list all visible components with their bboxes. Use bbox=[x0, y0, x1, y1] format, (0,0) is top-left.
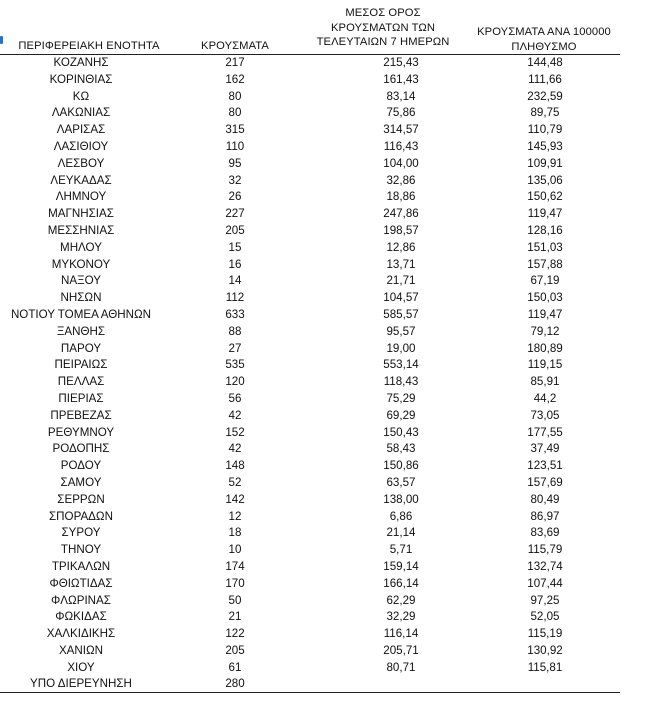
cell-cases-per-100k: 115,81 bbox=[527, 660, 563, 674]
table-row bbox=[0, 425, 620, 442]
cell-avg-7-days: 58,43 bbox=[386, 442, 416, 456]
table-body bbox=[0, 55, 620, 693]
header-region: ΠΕΡΙΦΕΡΕΙΑΚΗ ΕΝΟΤΗΤΑ bbox=[18, 40, 160, 52]
cell-cases-per-100k: 37,49 bbox=[530, 442, 560, 456]
cell-cases: 142 bbox=[225, 492, 245, 506]
cell-avg-7-days: 314,57 bbox=[383, 123, 419, 137]
header-avg-line: ΜΕΣΟΣ ΟΡΟΣ bbox=[345, 7, 421, 19]
cell-region: ΧΙΟΥ bbox=[67, 660, 95, 674]
cell-cases: 42 bbox=[228, 408, 242, 422]
cell-region: ΧΑΛΚΙΔΙΚΗΣ bbox=[46, 627, 116, 641]
cell-region: ΛΕΣΒΟΥ bbox=[57, 156, 105, 170]
table-row bbox=[0, 257, 620, 274]
cell-cases: 14 bbox=[228, 274, 242, 288]
table-bottom-divider bbox=[0, 692, 620, 693]
cell-avg-7-days: 159,14 bbox=[383, 559, 419, 573]
cell-avg-7-days bbox=[330, 676, 472, 693]
cell-avg-7-days: 32,86 bbox=[386, 173, 416, 187]
cell-cases-per-100k: 110,79 bbox=[527, 123, 563, 137]
cell-cases-per-100k: 145,93 bbox=[527, 139, 563, 153]
cell-avg-7-days: 104,57 bbox=[383, 291, 419, 305]
cell-avg-7-days: 18,86 bbox=[386, 190, 416, 204]
cell-region: ΠΕΛΛΑΣ bbox=[57, 375, 105, 389]
cell-cases: 56 bbox=[228, 391, 242, 405]
cell-cases-per-100k: 80,49 bbox=[530, 492, 560, 506]
cell-region: ΡΕΘΥΜΝΟΥ bbox=[47, 425, 115, 439]
cell-cases-per-100k: 83,69 bbox=[530, 526, 560, 540]
cell-cases: 80 bbox=[228, 89, 242, 103]
cell-cases-per-100k: 130,92 bbox=[527, 643, 563, 657]
header-cases: ΚΡΟΥΣΜΑΤΑ bbox=[201, 40, 269, 52]
cell-avg-7-days: 13,71 bbox=[386, 257, 416, 271]
cell-cases: 32 bbox=[228, 173, 242, 187]
table-row bbox=[0, 290, 620, 307]
cell-cases-per-100k: 115,19 bbox=[527, 627, 563, 641]
cell-cases: 174 bbox=[225, 559, 245, 573]
cell-avg-7-days: 75,29 bbox=[386, 391, 416, 405]
cell-cases: 110 bbox=[225, 139, 245, 153]
cell-region: ΜΥΚΟΝΟΥ bbox=[51, 257, 111, 271]
cell-region: ΚΟΡΙΝΘΙΑΣ bbox=[49, 72, 113, 86]
cell-cases: 280 bbox=[225, 677, 245, 691]
cell-cases-per-100k: 73,05 bbox=[530, 408, 560, 422]
table-row bbox=[0, 408, 620, 425]
table-row bbox=[0, 89, 620, 106]
table-header bbox=[0, 6, 620, 54]
cell-avg-7-days: 5,71 bbox=[389, 543, 413, 557]
cell-cases: 88 bbox=[228, 324, 242, 338]
table-row bbox=[0, 206, 620, 223]
table-row bbox=[0, 525, 620, 542]
header-avg-7-days bbox=[312, 6, 454, 50]
table-row bbox=[0, 542, 620, 559]
cell-avg-7-days: 104,00 bbox=[383, 156, 419, 170]
cell-cases-per-100k: 115,79 bbox=[527, 543, 563, 557]
table-row bbox=[0, 105, 620, 122]
cell-cases-per-100k: 79,12 bbox=[530, 324, 560, 338]
table-row bbox=[0, 223, 620, 240]
cell-cases: 112 bbox=[225, 291, 245, 305]
cell-avg-7-days: 62,29 bbox=[386, 593, 416, 607]
cell-cases-per-100k: 151,03 bbox=[527, 240, 563, 254]
cell-cases-per-100k bbox=[474, 676, 616, 693]
cell-region: ΝΑΞΟΥ bbox=[60, 274, 102, 288]
cell-cases-per-100k: 150,62 bbox=[527, 190, 563, 204]
cell-avg-7-days: 247,86 bbox=[383, 207, 419, 221]
cell-avg-7-days: 205,71 bbox=[383, 643, 419, 657]
cell-avg-7-days: 150,86 bbox=[383, 459, 419, 473]
cell-region: ΤΗΝΟΥ bbox=[60, 543, 102, 557]
cell-avg-7-days: 75,86 bbox=[386, 106, 416, 120]
cell-cases-per-100k: 232,59 bbox=[527, 89, 563, 103]
cell-region: ΣΥΡΟΥ bbox=[61, 526, 101, 540]
table-row bbox=[0, 357, 620, 374]
cell-cases-per-100k: 85,91 bbox=[530, 375, 560, 389]
cell-region: ΠΑΡΟΥ bbox=[60, 341, 102, 355]
cell-region: ΧΑΝΙΩΝ bbox=[58, 643, 104, 657]
cell-cases-per-100k: 132,74 bbox=[527, 559, 563, 573]
cell-cases-per-100k: 89,75 bbox=[530, 106, 560, 120]
cell-avg-7-days: 215,43 bbox=[383, 56, 419, 69]
cell-avg-7-days: 19,00 bbox=[386, 341, 416, 355]
cell-region: ΛΗΜΝΟΥ bbox=[55, 190, 107, 204]
cell-cases: 61 bbox=[228, 660, 242, 674]
table-row bbox=[0, 643, 620, 660]
cell-region: ΤΡΙΚΑΛΩΝ bbox=[51, 559, 111, 573]
table-row bbox=[0, 156, 620, 173]
cell-cases: 52 bbox=[228, 475, 242, 489]
cell-avg-7-days: 150,43 bbox=[383, 425, 419, 439]
table-row bbox=[0, 626, 620, 643]
table-row bbox=[0, 72, 620, 89]
header-per100k-line: ΠΛΗΘΥΣΜΟ bbox=[511, 40, 577, 53]
table-row bbox=[0, 55, 620, 72]
cell-cases: 12 bbox=[228, 509, 242, 523]
cell-avg-7-days: 198,57 bbox=[383, 223, 419, 237]
cell-region: ΦΛΩΡΙΝΑΣ bbox=[51, 593, 111, 607]
cell-region: ΦΩΚΙΔΑΣ bbox=[55, 610, 107, 624]
header-cases-per-100k bbox=[456, 25, 632, 54]
cell-avg-7-days: 166,14 bbox=[383, 576, 419, 590]
cell-region: ΛΕΥΚΑΔΑΣ bbox=[50, 173, 112, 187]
cell-cases-per-100k: 52,05 bbox=[530, 610, 560, 624]
cell-avg-7-days: 95,57 bbox=[386, 324, 416, 338]
cell-region: ΣΕΡΡΩΝ bbox=[57, 492, 105, 506]
cell-cases-per-100k: 150,03 bbox=[527, 291, 563, 305]
cell-cases-per-100k: 180,89 bbox=[527, 341, 563, 355]
cell-cases: 170 bbox=[225, 576, 245, 590]
cell-avg-7-days: 12,86 bbox=[386, 240, 416, 254]
cell-cases: 227 bbox=[225, 207, 245, 221]
cell-avg-7-days: 116,43 bbox=[383, 139, 419, 153]
cell-cases: 15 bbox=[228, 240, 242, 254]
table-row bbox=[0, 240, 620, 257]
table-row bbox=[0, 458, 620, 475]
cell-avg-7-days: 32,29 bbox=[386, 610, 416, 624]
cell-region: ΜΕΣΣΗΝΙΑΣ bbox=[47, 223, 115, 237]
cell-cases: 120 bbox=[225, 375, 245, 389]
cell-cases-per-100k: 119,47 bbox=[527, 207, 563, 221]
cell-cases: 42 bbox=[228, 442, 242, 456]
cell-avg-7-days: 161,43 bbox=[383, 72, 419, 86]
cell-cases-per-100k: 119,47 bbox=[527, 307, 563, 321]
cell-cases: 80 bbox=[228, 106, 242, 120]
cell-cases: 205 bbox=[225, 643, 245, 657]
cell-cases-per-100k: 177,55 bbox=[527, 425, 563, 439]
cell-cases-per-100k: 44,2 bbox=[533, 391, 557, 405]
cell-cases-per-100k: 109,91 bbox=[527, 156, 563, 170]
cell-cases: 315 bbox=[225, 123, 245, 137]
cell-cases-per-100k: 157,88 bbox=[527, 257, 563, 271]
table-row bbox=[0, 341, 620, 358]
cell-avg-7-days: 83,14 bbox=[386, 89, 416, 103]
table-row bbox=[0, 475, 620, 492]
header-per100k-line: ΚΡΟΥΣΜΑΤΑ ΑΝΑ 100000 bbox=[477, 26, 611, 38]
table-row bbox=[0, 676, 620, 693]
cell-cases: 18 bbox=[228, 526, 242, 540]
cell-region: ΛΑΚΩΝΙΑΣ bbox=[51, 106, 111, 120]
cell-region: ΜΑΓΝΗΣΙΑΣ bbox=[48, 207, 114, 221]
cell-avg-7-days: 21,14 bbox=[386, 526, 416, 540]
table-row bbox=[0, 441, 620, 458]
cell-region: ΡΟΔΟΠΗΣ bbox=[52, 442, 110, 456]
cell-region: ΚΟΖΑΝΗΣ bbox=[53, 56, 109, 69]
cell-cases: 21 bbox=[228, 610, 242, 624]
cell-cases: 217 bbox=[225, 56, 245, 69]
cell-cases-per-100k: 135,06 bbox=[527, 173, 563, 187]
cell-cases-per-100k: 128,16 bbox=[527, 223, 563, 237]
cell-region: ΠΕΙΡΑΙΩΣ bbox=[54, 358, 108, 372]
cell-cases: 205 bbox=[225, 223, 245, 237]
cell-region: ΜΗΛΟΥ bbox=[60, 240, 102, 254]
cell-region: ΛΑΣΙΘΙΟΥ bbox=[53, 139, 109, 153]
cell-region: ΠΡΕΒΕΖΑΣ bbox=[50, 408, 112, 422]
table-row bbox=[0, 273, 620, 290]
cell-avg-7-days: 118,43 bbox=[383, 375, 419, 389]
cell-cases: 152 bbox=[225, 425, 245, 439]
cell-cases: 95 bbox=[228, 156, 242, 170]
cell-cases: 633 bbox=[225, 307, 245, 321]
cell-cases: 148 bbox=[225, 459, 245, 473]
cell-region: ΣΑΜΟΥ bbox=[60, 475, 102, 489]
table-row bbox=[0, 492, 620, 509]
cell-region: ΝΗΣΩΝ bbox=[60, 291, 102, 305]
table-row bbox=[0, 576, 620, 593]
cell-cases: 122 bbox=[225, 627, 245, 641]
header-avg-line: ΚΡΟΥΣΜΑΤΩΝ ΤΩΝ bbox=[330, 21, 436, 34]
cell-cases: 50 bbox=[228, 593, 242, 607]
cell-avg-7-days: 553,14 bbox=[383, 358, 419, 372]
cell-cases-per-100k: 119,15 bbox=[527, 358, 563, 372]
cell-region: ΥΠΟ ΔΙΕΡΕΥΝΗΣΗ bbox=[30, 677, 132, 691]
cell-cases: 535 bbox=[225, 358, 245, 372]
table-row bbox=[0, 660, 620, 677]
header-avg-line: ΤΕΛΕΥΤΑΙΩΝ 7 ΗΜΕΡΩΝ bbox=[316, 36, 450, 49]
cell-region: ΣΠΟΡΑΔΩΝ bbox=[49, 509, 113, 523]
cell-region: ΡΟΔΟΥ bbox=[60, 459, 102, 473]
cell-cases: 16 bbox=[228, 257, 242, 271]
table-row bbox=[0, 307, 620, 324]
table-row bbox=[0, 173, 620, 190]
table-row bbox=[0, 559, 620, 576]
cell-cases-per-100k: 144,48 bbox=[527, 56, 563, 69]
cell-cases-per-100k: 157,69 bbox=[527, 475, 563, 489]
table-row bbox=[0, 593, 620, 610]
cell-avg-7-days: 21,71 bbox=[386, 274, 416, 288]
cell-region: ΛΑΡΙΣΑΣ bbox=[56, 123, 106, 137]
table-row bbox=[0, 391, 620, 408]
cell-region: ΞΑΝΘΗΣ bbox=[56, 324, 106, 338]
cell-cases: 162 bbox=[225, 72, 245, 86]
table-row bbox=[0, 509, 620, 526]
cell-region: ΦΘΙΩΤΙΔΑΣ bbox=[49, 576, 113, 590]
cell-cases: 27 bbox=[228, 341, 242, 355]
cell-avg-7-days: 69,29 bbox=[386, 408, 416, 422]
cell-cases-per-100k: 97,25 bbox=[530, 593, 560, 607]
cell-avg-7-days: 585,57 bbox=[383, 307, 419, 321]
cell-cases-per-100k: 86,97 bbox=[530, 509, 560, 523]
cell-avg-7-days: 138,00 bbox=[383, 492, 419, 506]
cell-region: ΝΟΤΙΟΥ ΤΟΜΕΑ ΑΘΗΝΩΝ bbox=[10, 307, 152, 321]
table-row bbox=[0, 139, 620, 156]
cell-avg-7-days: 116,14 bbox=[383, 627, 419, 641]
cell-cases-per-100k: 67,19 bbox=[530, 274, 560, 288]
cell-region: ΚΩ bbox=[72, 89, 90, 103]
cell-cases-per-100k: 107,44 bbox=[527, 576, 563, 590]
cell-cases-per-100k: 123,51 bbox=[527, 459, 563, 473]
table-row bbox=[0, 374, 620, 391]
table-row bbox=[0, 122, 620, 139]
cell-avg-7-days: 80,71 bbox=[386, 660, 416, 674]
cell-avg-7-days: 6,86 bbox=[389, 509, 413, 523]
table-row bbox=[0, 324, 620, 341]
cell-cases: 26 bbox=[228, 190, 242, 204]
cell-cases: 10 bbox=[228, 543, 242, 557]
table-row bbox=[0, 189, 620, 206]
cell-region: ΠΙΕΡΙΑΣ bbox=[58, 391, 104, 405]
cell-avg-7-days: 63,57 bbox=[386, 475, 416, 489]
cell-cases-per-100k: 111,66 bbox=[528, 72, 562, 86]
table-row bbox=[0, 609, 620, 626]
